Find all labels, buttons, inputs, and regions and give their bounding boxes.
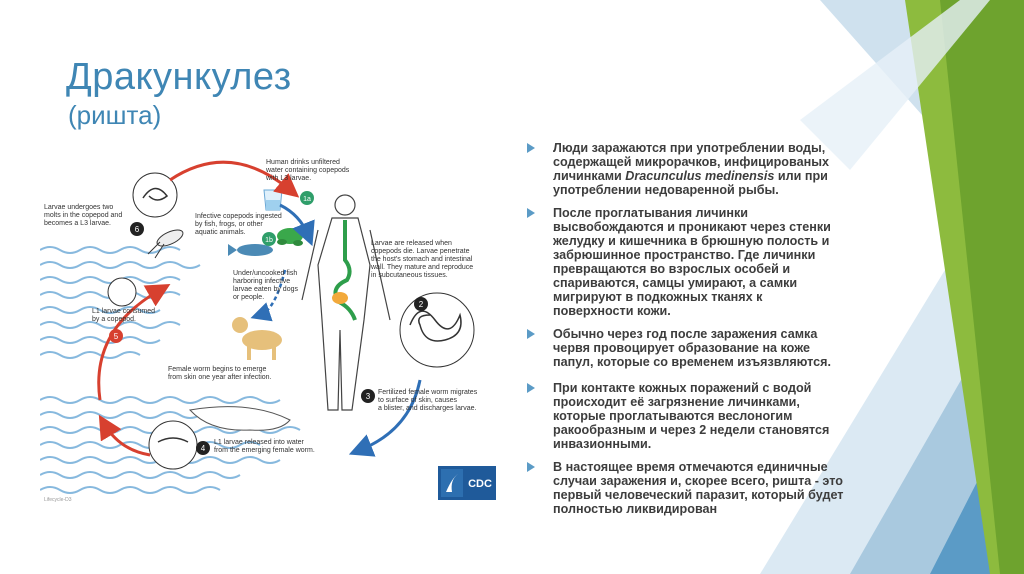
step-badge-1b: [262, 232, 276, 246]
step-badge-1a: [300, 191, 314, 205]
bullet-item: При контакте кожных поражений с водой происходит её загрязнение личинками, которые проглатываются веслоногим ракообразным и через 2 недели становятся инвазионными.: [527, 381, 845, 451]
intestine: [332, 292, 348, 304]
annotation-1a: Human drinks unfiltered water containing copepods with L3 larvae.: [266, 159, 350, 182]
adult-worm-circle: [400, 293, 474, 367]
digestive-tract: [335, 220, 355, 320]
bullet-list: [527, 141, 845, 525]
annotation-5: L1 larvae consumed by a copepod.: [92, 308, 156, 323]
bullet-item: После проглатывания личинки высвобождаются и проникают через стенки желудку и кишечника в брюшную полость и забрюшинное пространство. Где личинки превращаются во взрослых особей и спариваются, самцы умирают, а самки мигрируют в подкожных тканях к поверхности кожи.: [527, 206, 845, 318]
svg-text:1b: 1b: [265, 237, 273, 244]
bullet-marker-icon: [527, 143, 535, 153]
annotation-2: Larvae are released when copepods die. Larvae penetrate the host's stomach and intestinal wall. They mature and reproduce in subcutaneous tissues.: [371, 240, 474, 279]
arrow-4-to-5: [105, 425, 150, 455]
dog-icon: [232, 317, 282, 360]
svg-text:2: 2: [418, 300, 424, 309]
slide-title: Дракункулез: [66, 56, 292, 98]
bullet-item: В настоящее время отмечаются единичные случаи заражения и, скорее всего, ришта - это первый человеческий паразит, который будет полностью ликвидирован: [527, 460, 845, 516]
slide-subtitle: (ришта): [68, 100, 162, 130]
svg-text:5: 5: [113, 332, 119, 341]
image-credit: Lifecycle-D3: [44, 497, 72, 503]
step-badge-2: [414, 297, 428, 311]
annotation-4: L1 larvae released into water from the emerging female worm.: [214, 439, 315, 454]
svg-text:CDC: CDC: [468, 478, 492, 490]
svg-text:6: 6: [134, 225, 140, 234]
step-badge-4: [196, 441, 210, 455]
step-badge-5: [109, 329, 123, 343]
annotation-fish: Under/uncooked fish harboring infective larvae eaten by dogs or people.: [233, 270, 298, 301]
frog-icon: [277, 228, 303, 246]
bullet-marker-icon: [527, 462, 535, 472]
bullet-marker-icon: [527, 383, 535, 393]
water-glass-icon: [264, 190, 282, 210]
bullet-marker-icon: [527, 208, 535, 218]
svg-text:1a: 1a: [303, 196, 311, 203]
svg-text:3: 3: [365, 392, 371, 401]
step-badge-6: [130, 222, 144, 236]
bullet-item: Обычно через год после заражения самка червя провоцирует образование на коже папул, которые со временем изъязвляются.: [527, 327, 845, 369]
fish-icon: [228, 244, 273, 256]
bullet-item: Люди заражаются при употреблении воды, содержащей микрорачков, инфицированых личинками Dracunculus medinensis или при употреблении недоваренной рыбы.: [527, 141, 845, 197]
annotation-1b: Infective copepods ingested by fish, frogs, or other aquatic animals.: [195, 213, 282, 236]
annotation-6: Larvae undergoes two molts in the copepod and becomes a L3 larvae.: [44, 204, 123, 227]
lifecycle-diagram: [40, 150, 510, 515]
cdc-logo: [438, 466, 496, 500]
bullet-marker-icon: [527, 329, 535, 339]
svg-text:4: 4: [200, 444, 206, 453]
annotation-3: Fertilized female worm migrates to surface of skin, causes a blister, and discharges larvae.: [378, 389, 478, 412]
l1-larvae-circle: [149, 421, 197, 469]
annotation-female-emerge: Female worm begins to emerge from skin one year after infection.: [168, 366, 272, 381]
copepod-circle-small: [108, 278, 136, 306]
step-badge-3: [361, 389, 375, 403]
